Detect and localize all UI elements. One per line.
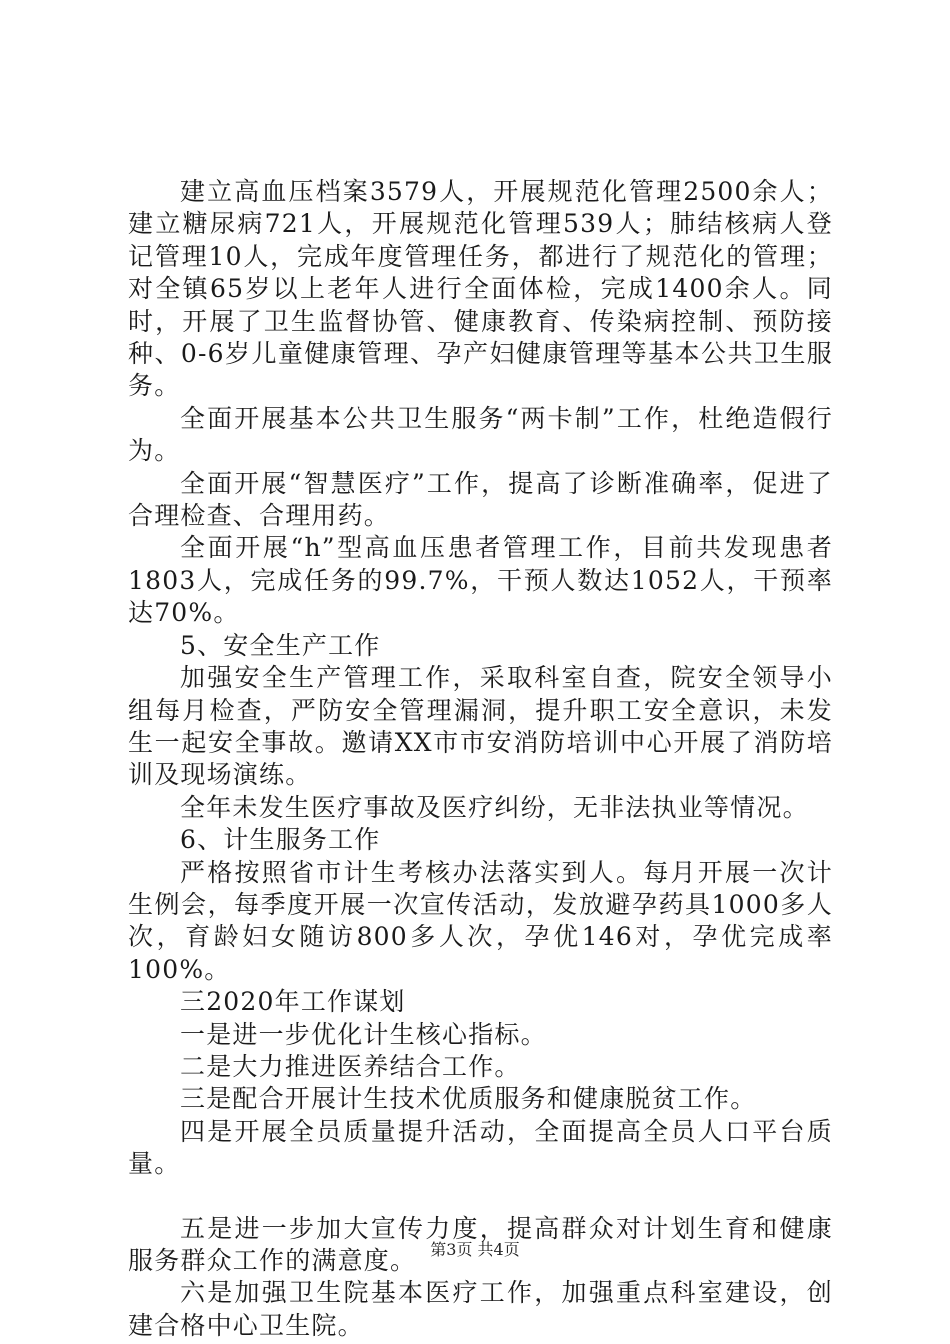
plan-item-1: 一是进一步优化计生核心指标。: [180, 1019, 547, 1049]
plan-item-3: 三是配合开展计生技术优质服务和健康脱贫工作。: [180, 1084, 757, 1114]
section-heading-safety: 5、安全生产工作: [180, 630, 381, 660]
section-heading-2020-plan: 三2020年工作谋划: [180, 987, 406, 1017]
plan-item-4: 四是开展全员质量提升活动，全面提高全员人口平台质量。: [128, 1116, 833, 1179]
paragraph-family-planning-work: 严格按照省市计生考核办法落实到人。每月开展一次计生例会，每季度开展一次宣传活动，发放避孕药具1000多人次，育龄妇女随访800多人次，孕优146对，孕优完成率100%。: [128, 857, 833, 984]
paragraph-safety-management: 加强安全生产管理工作，采取科室自查，院安全领导小组每月检查，严防安全管理漏洞，提升职工安全意识，未发生一起安全事故。邀请XX市市安消防培训中心开展了消防培训及现场演练。: [128, 663, 833, 790]
section-heading-family-planning: 6、计生服务工作: [180, 825, 381, 855]
plan-item-5: 五是进一步加大宣传力度，提高群众对计划生育和健康服务群众工作的满意度。: [128, 1213, 833, 1275]
paragraph-public-health-stats: 建立高血压档案3579人，开展规范化管理2500余人；建立糖尿病721人，开展规范化管理539人；肺结核病人登记管理10人，完成年度管理任务，都进行了规范化的管理；对全镇65岁以上老年人进行全面体检，完成1400余人。同时，开展了卫生监督协管、健康教育、传染病控制、预防接种、0-6岁儿童健康管理、孕产妇健康管理等基本公共卫生服务。: [128, 177, 833, 401]
page-number-footer: 第3页 共4页: [430, 1240, 520, 1259]
paragraph-h-type-hypertension: 全面开展“h”型高血压患者管理工作，目前共发现患者1803人，完成任务的99.7%，干预人数达1052人，干预率达70%。: [128, 533, 833, 628]
paragraph-gap: [128, 1181, 833, 1213]
document-body: [128, 176, 833, 1342]
paragraph-no-medical-accidents: 全年未发生医疗事故及医疗纠纷，无非法执业等情况。: [180, 792, 809, 822]
plan-item-2: 二是大力推进医养结合工作。: [180, 1051, 521, 1081]
plan-item-6: 六是加强卫生院基本医疗工作，加强重点科室建设，创建合格中心卫生院。: [128, 1278, 833, 1340]
paragraph-two-card-system: 全面开展基本公共卫生服务“两卡制”工作，杜绝造假行为。: [128, 403, 833, 466]
paragraph-smart-medical: 全面开展“智慧医疗”工作，提高了诊断准确率，促进了合理检查、合理用药。: [128, 468, 833, 531]
